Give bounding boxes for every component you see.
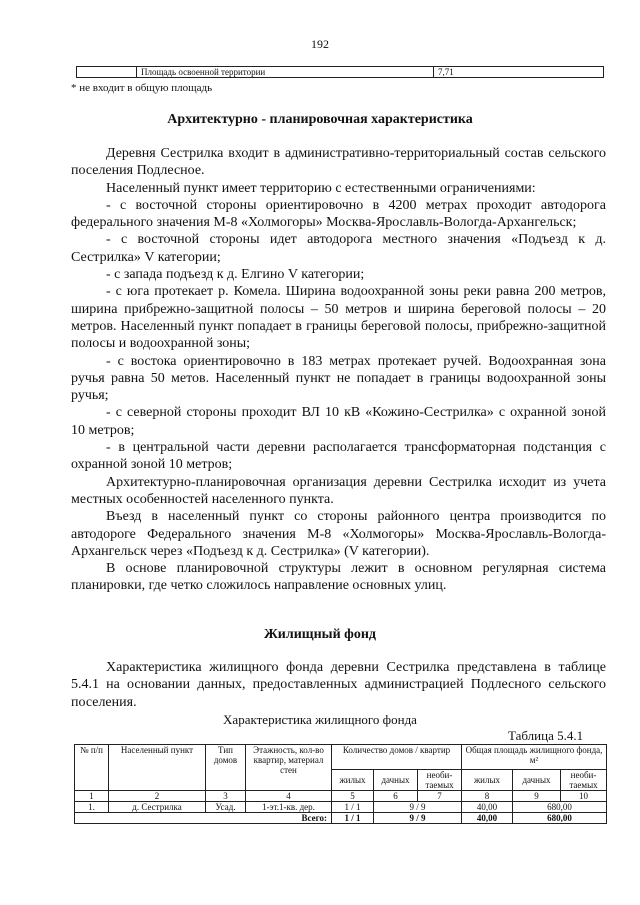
column-number: 4 — [246, 791, 332, 802]
paragraph: - с запада подъезд к д. Елгино V категории; — [106, 267, 365, 283]
header-count-nonresidential: необи-таемых — [418, 770, 462, 791]
territory-area-row — [76, 66, 604, 78]
column-number: 6 — [374, 791, 418, 802]
row-area-residential: 40,00 — [462, 802, 513, 813]
table-total-row — [75, 813, 607, 824]
total-area-residential: 40,00 — [462, 813, 513, 824]
paragraph: - с северной стороны проходит ВЛ 10 кВ «Кожино-Сестрилка» с охранной зоной 10 метров; — [71, 405, 606, 438]
column-number: 8 — [462, 791, 513, 802]
row-num: 1. — [75, 802, 109, 813]
paragraph: Въезд в населенный пункт со стороны районного центра производится по автодороге Федерального значения М-8 «Холмогоры» Москва-Ярославль-Вологда-Архангельск через «Подъезд к д. Сестрилка» (V категории). — [71, 509, 606, 559]
header-area-nonresidential: необи-таемых — [561, 770, 607, 791]
row-count-residential: 1 / 1 — [332, 802, 374, 813]
paragraph: Населенный пункт имеет территорию с естественными ограничениями: — [106, 180, 536, 196]
column-number: 1 — [75, 791, 109, 802]
column-number-row — [75, 791, 607, 802]
row-area-dacha-nonres: 680,00 — [513, 802, 607, 813]
table-number: Таблица 5.4.1 — [508, 728, 584, 743]
paragraph: - с востока ориентировочно в 183 метрах протекает ручей. Водоохранная зона ручья равна 50 метов. Населенный пункт не попадает в границы водоохранной зоны ручья; — [71, 353, 606, 404]
row-floors: 1-эт.1-кв. дер. — [246, 802, 332, 813]
header-num: № п/п — [75, 745, 109, 791]
header-area-residential: жилых — [462, 770, 513, 791]
header-settlement: Населенный пункт — [109, 745, 206, 791]
paragraph: Архитектурно-планировочная организация деревни Сестрилка исходит из учета местных особенностей населенного пункта. — [71, 474, 606, 507]
total-count-residential: 1 / 1 — [332, 813, 374, 824]
header-count-dacha: дачных — [374, 770, 418, 791]
paragraph: Деревня Сестрилка входит в административно-территориальный состав сельского поселения Подлесное. — [71, 146, 606, 179]
row-settlement: д. Сестрилка — [109, 802, 206, 813]
paragraph: Характеристика жилищного фонда деревни Сестрилка представлена в таблице 5.4.1 на основании данных, предоставленных администрацией Подлесного сельского поселения. — [71, 660, 606, 710]
architecture-text — [71, 145, 606, 595]
header-area-group: Общая площадь жилищного фонда, м² — [462, 745, 607, 770]
header-floors: Этажность, кол-во квартир, материал стен — [246, 745, 332, 791]
paragraph: - с восточной стороны ориентировочно в 4200 метрах проходит автодорога федерального значения М-8 «Холмогоры» Москва-Ярославль-Вологда-Архангельск; — [71, 197, 606, 231]
total-label: Всего: — [75, 813, 332, 824]
row-type: Усад. — [206, 802, 246, 813]
page-number: 192 — [311, 37, 329, 51]
row-count-dacha-nonres: 9 / 9 — [374, 802, 462, 813]
table-header-row — [75, 745, 607, 770]
column-number: 9 — [513, 791, 561, 802]
header-area-dacha: дачных — [513, 770, 561, 791]
housing-table — [74, 744, 607, 824]
section-title-housing: Жилищный фонд — [263, 627, 377, 642]
footnote: * не входит в общую площадь — [71, 82, 213, 94]
table-row — [75, 802, 607, 813]
territory-area-label: Площадь освоенной территории — [136, 67, 265, 77]
paragraph: - с юга протекает р. Комела. Ширина водоохранной зоны реки равна 200 метров, ширина прибрежно-защитной полосы – 50 метров и ширина береговой полосы – 20 метров. Населенный пункт попадает в границы береговой полосы, прибрежно-защитной полосы и водоохранной зоны; — [71, 284, 606, 352]
column-number: 10 — [561, 791, 607, 802]
housing-text — [71, 659, 606, 711]
total-count-dacha-nonres: 9 / 9 — [374, 813, 462, 824]
header-count-group: Количество домов / квартир — [332, 745, 462, 770]
total-area-dacha-nonres: 680,00 — [513, 813, 607, 824]
column-number: 5 — [332, 791, 374, 802]
column-number: 3 — [206, 791, 246, 802]
table-caption: Характеристика жилищного фонда — [223, 712, 417, 727]
section-title-architecture: Архитектурно - планировочная характеристика — [167, 112, 473, 127]
paragraph: - в центральной части деревни располагается трансформаторная подстанция с охранной зоной 10 метров; — [71, 440, 606, 473]
header-type: Тип домов — [206, 745, 246, 791]
paragraph: В основе планировочной структуры лежит в основном регулярная система планировки, где четко сложилось направление основных улиц. — [71, 561, 606, 594]
column-number: 2 — [109, 791, 206, 802]
column-number: 7 — [418, 791, 462, 802]
paragraph: - с восточной стороны идет автодорога местного значения «Подъезд к д. Сестрилка» V категории; — [71, 232, 606, 265]
header-count-residential: жилых — [332, 770, 374, 791]
territory-area-value: 7,71 — [433, 67, 454, 77]
